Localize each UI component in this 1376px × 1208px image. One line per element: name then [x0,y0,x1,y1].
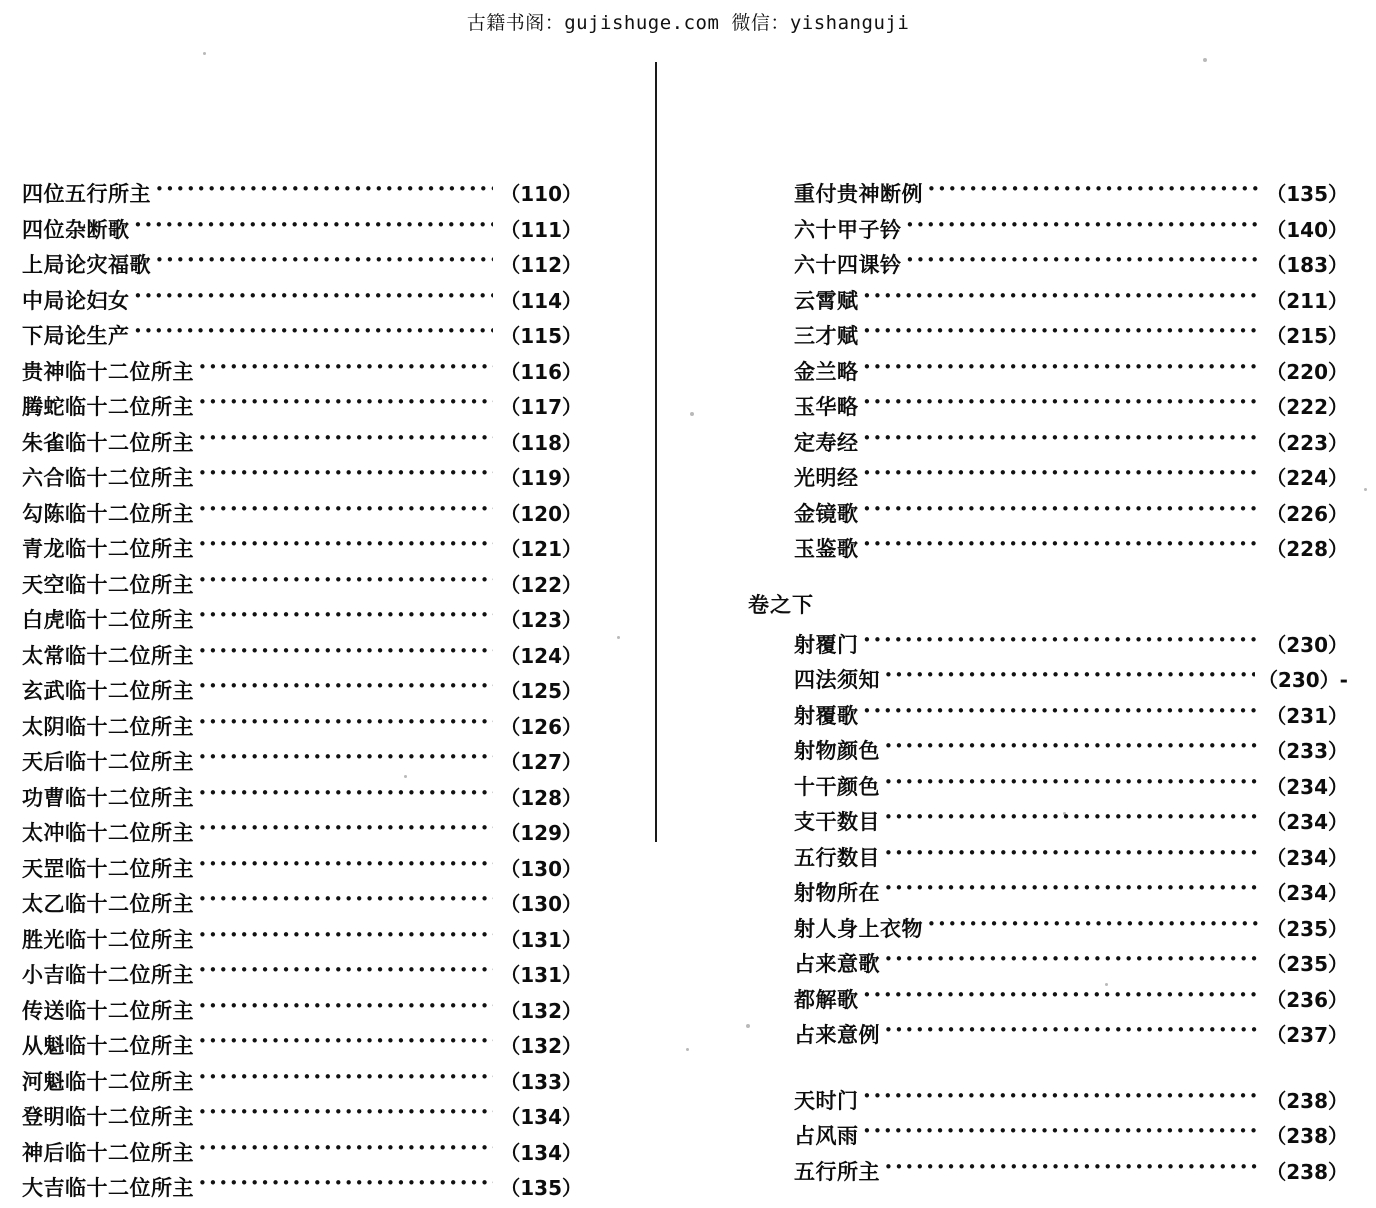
toc-entry[interactable] [794,533,1348,569]
toc-leader-dots [155,252,493,273]
toc-leader-dots [198,1139,493,1160]
toc-entry[interactable] [22,640,582,676]
toc-entry-page: （127） [500,750,582,774]
toc-leader-dots [198,607,493,628]
toc-entry[interactable] [794,948,1348,984]
toc-leader-dots [198,1033,493,1054]
toc-entry[interactable] [794,1019,1348,1055]
toc-entry[interactable] [794,178,1348,214]
toc-entry[interactable] [22,888,582,924]
toc-leader-dots [863,536,1260,557]
toc-entry-title: 射覆门 [794,632,859,657]
toc-entry[interactable] [794,320,1348,356]
toc-leader-dots [927,181,1259,202]
toc-leader-dots [198,500,493,521]
toc-entry-title: 四位杂断歌 [22,217,130,242]
toc-entry-title: 五行数目 [794,845,880,870]
toc-entry-page: （223） [1266,430,1348,455]
toc-entry-title: 占来意歌 [794,952,880,976]
toc-leader-dots [155,181,493,202]
toc-entry[interactable] [794,735,1348,771]
toc-entry[interactable] [22,249,582,285]
toc-entry-page: （130） [500,892,582,916]
toc-leader-dots [884,880,1259,901]
toc-entry-page: （116） [500,359,582,384]
toc-leader-dots [198,642,493,663]
toc-leader-dots [198,997,493,1018]
toc-entry-page: （130） [500,856,582,881]
toc-entry-page: （124） [500,643,582,668]
toc-leader-dots [198,891,493,912]
toc-entry-page: （183） [1266,253,1348,277]
toc-entry-title: 河魁临十二位所主 [22,1069,194,1094]
toc-entry-title: 从魁临十二位所主 [22,1034,194,1058]
toc-leader-dots [198,784,493,805]
toc-leader-dots [884,773,1259,794]
toc-entry-page: （134） [500,1140,582,1165]
toc-entry[interactable] [794,877,1348,913]
scan-speck [690,412,694,416]
toc-right-column [748,178,1348,1191]
toc-entry-title: 中局论妇女 [22,288,130,313]
toc-entry[interactable] [794,427,1348,463]
toc-entry[interactable] [22,782,582,818]
toc-right-top-group [748,178,1348,569]
toc-leader-dots [198,678,493,699]
toc-entry-page: （235） [1266,952,1348,976]
toc-entry-title: 四位五行所主 [22,182,151,206]
toc-entry-page: （134） [500,1105,582,1129]
toc-entry-page: （132） [500,1034,582,1058]
toc-entry-page: （234） [1266,845,1348,870]
toc-leader-dots [863,465,1260,486]
toc-leader-dots [198,1175,493,1196]
toc-entry[interactable] [22,1172,582,1208]
toc-entry-page: （111） [500,217,582,242]
toc-entry-title: 青龙临十二位所主 [22,537,194,561]
toc-entry-page: （121） [500,537,582,561]
toc-entry-page: （125） [500,679,582,703]
toc-entry-title: 重付贵神断例 [794,182,923,206]
toc-entry-title: 四法须知 [794,668,880,692]
toc-entry-title: 天时门 [794,1088,859,1113]
toc-entry-title: 登明临十二位所主 [22,1105,194,1129]
toc-leader-dots [863,394,1260,415]
toc-entry-page: （234） [1266,774,1348,799]
toc-entry-page: （235） [1266,916,1348,941]
toc-entry-page: （112） [500,253,582,277]
toc-entry-page: （129） [500,821,582,845]
toc-entry[interactable] [794,629,1348,665]
toc-leader-dots [884,1022,1259,1043]
column-divider-rule [655,62,657,842]
toc-entry[interactable] [22,320,582,356]
toc-entry-title: 光明经 [794,466,859,490]
toc-entry[interactable] [22,1101,582,1137]
toc-entry-title: 朱雀临十二位所主 [22,430,194,455]
toc-leader-dots [863,631,1260,652]
toc-entry-page: （123） [500,608,582,632]
toc-entry[interactable] [22,924,582,960]
toc-entry-page: （211） [1266,288,1348,313]
toc-entry[interactable] [794,806,1348,842]
toc-entry-page: （236） [1266,987,1348,1012]
toc-entry-title: 胜光临十二位所主 [22,927,194,952]
toc-entry-title: 六十四课钤 [794,253,902,277]
toc-entry[interactable] [794,771,1348,807]
toc-right-final-group [748,1085,1348,1192]
toc-entry-page: （117） [500,395,582,419]
toc-entry-title: 腾蛇临十二位所主 [22,395,194,419]
toc-entry[interactable] [22,1137,582,1173]
toc-entry[interactable] [794,984,1348,1020]
toc-entry-page: （220） [1266,359,1348,384]
toc-entry-title: 太常临十二位所主 [22,643,194,668]
toc-entry-title: 下局论生产 [22,324,130,348]
toc-leader-dots [198,536,493,557]
toc-entry[interactable] [22,178,582,214]
page-watermark-header: 古籍书阁：gujishuge.com 微信：yishanguji [466,12,910,34]
toc-entry-page: （230）- [1257,668,1348,692]
toc-entry[interactable] [22,569,582,605]
toc-entry[interactable] [794,285,1348,321]
toc-entry-page: （238） [1266,1088,1348,1113]
toc-entry-title: 小吉临十二位所主 [22,963,194,987]
toc-entry-page: （135） [500,1176,582,1200]
toc-entry-page: （238） [1266,1159,1348,1184]
toc-entry-page: （118） [500,430,582,455]
toc-entry[interactable] [22,604,582,640]
toc-entry[interactable] [22,1066,582,1102]
toc-leader-dots [884,667,1255,688]
toc-entry[interactable] [22,711,582,747]
toc-entry-title: 玉华略 [794,395,859,419]
toc-entry-page: （233） [1266,739,1348,763]
section-gap [748,1055,1348,1085]
toc-entry[interactable] [22,1030,582,1066]
toc-entry[interactable] [794,664,1348,700]
toc-entry[interactable] [22,533,582,569]
toc-entry-title: 太冲临十二位所主 [22,821,194,845]
toc-leader-dots [134,287,494,308]
toc-entry[interactable] [794,498,1348,534]
toc-entry-page: （126） [500,714,582,739]
toc-entry-title: 三才赋 [794,324,859,348]
toc-entry-page: （132） [500,998,582,1023]
scan-speck [1203,58,1207,62]
toc-leader-dots [198,855,493,876]
toc-entry-title: 射物颜色 [794,739,880,763]
toc-entry-page: （226） [1266,501,1348,526]
toc-entry[interactable] [794,249,1348,285]
toc-entry-title: 五行所主 [794,1159,880,1184]
toc-entry-page: （238） [1266,1124,1348,1148]
toc-leader-dots [198,820,493,841]
toc-leader-dots [884,1158,1259,1179]
toc-entry[interactable] [22,214,582,250]
toc-leader-dots [198,394,493,415]
toc-entry-page: （119） [500,466,582,490]
toc-entry-title: 玄武临十二位所主 [22,679,194,703]
toc-entry-title: 射覆歌 [794,703,859,728]
toc-leader-dots [863,287,1260,308]
toc-leader-dots [884,951,1259,972]
toc-entry-title: 占风雨 [794,1124,859,1148]
toc-entry-title: 白虎临十二位所主 [22,608,194,632]
scan-speck [203,52,206,55]
scan-speck [686,1048,689,1051]
toc-leader-dots [863,702,1260,723]
scan-speck [617,636,620,639]
toc-entry[interactable] [22,427,582,463]
toc-entry-page: （230） [1266,632,1348,657]
toc-left-column [22,178,582,1208]
toc-entry-page: （110） [500,182,582,206]
toc-entry-page: （237） [1266,1023,1348,1047]
toc-leader-dots [863,429,1260,450]
toc-entry[interactable] [794,1156,1348,1192]
toc-entry[interactable] [794,356,1348,392]
toc-entry-title: 天空临十二位所主 [22,572,194,597]
toc-entry-title: 十干颜色 [794,774,880,799]
toc-entry[interactable] [22,675,582,711]
toc-entry-title: 神后临十二位所主 [22,1140,194,1165]
toc-leader-dots [198,926,493,947]
section-heading-juan-zhi-xia: 卷之下 [748,592,814,617]
toc-entry-page: （234） [1266,881,1348,905]
toc-leader-dots [863,986,1260,1007]
toc-entry-title: 射人身上衣物 [794,916,923,941]
toc-entry-title: 六合临十二位所主 [22,466,194,490]
toc-entry-title: 太阴临十二位所主 [22,714,194,739]
toc-entry-title: 金兰略 [794,359,859,384]
toc-entry-title: 天罡临十二位所主 [22,856,194,881]
toc-leader-dots [863,323,1260,344]
toc-entry-title: 贵神临十二位所主 [22,359,194,384]
toc-entry-title: 金镜歌 [794,501,859,526]
scan-speck [1364,488,1367,491]
toc-leader-dots [863,358,1260,379]
toc-entry-title: 大吉临十二位所主 [22,1176,194,1200]
toc-right-section-group [748,629,1348,1055]
toc-entry-page: （140） [1266,217,1348,242]
toc-leader-dots [863,1087,1260,1108]
toc-entry[interactable] [22,959,582,995]
toc-entry-title: 云霄赋 [794,288,859,313]
toc-entry-title: 支干数目 [794,810,880,834]
toc-entry-title: 传送临十二位所主 [22,998,194,1023]
toc-entry[interactable] [794,700,1348,736]
toc-leader-dots [198,358,493,379]
toc-entry[interactable] [22,391,582,427]
toc-entry-page: （224） [1266,466,1348,490]
toc-entry-page: （115） [500,324,582,348]
toc-entry-page: （215） [1266,324,1348,348]
toc-leader-dots [198,465,493,486]
toc-leader-dots [906,216,1260,237]
toc-entry-title: 定寿经 [794,430,859,455]
toc-leader-dots [198,1104,493,1125]
toc-leader-dots [884,738,1259,759]
toc-entry[interactable] [794,913,1348,949]
toc-leader-dots [198,1068,493,1089]
toc-entry[interactable] [794,214,1348,250]
toc-entry-page: （120） [500,501,582,526]
toc-entry-title: 勾陈临十二位所主 [22,501,194,526]
toc-entry-title: 射物所在 [794,881,880,905]
toc-entry-title: 天后临十二位所主 [22,750,194,774]
toc-leader-dots [198,571,493,592]
toc-leader-dots [198,713,493,734]
toc-entry[interactable] [22,995,582,1031]
toc-entry-title: 太乙临十二位所主 [22,892,194,916]
toc-entry-page: （131） [500,927,582,952]
toc-entry[interactable] [794,1120,1348,1156]
toc-entry[interactable] [22,285,582,321]
toc-entry[interactable] [22,817,582,853]
toc-entry-page: （234） [1266,810,1348,834]
toc-entry[interactable] [794,842,1348,878]
toc-leader-dots [863,1123,1260,1144]
toc-entry-page: （135） [1266,182,1348,206]
toc-entry-page: （231） [1266,703,1348,728]
toc-entry-page: （114） [500,288,582,313]
toc-leader-dots [198,749,493,770]
toc-entry[interactable] [22,746,582,782]
toc-entry-page: （228） [1266,537,1348,561]
section-gap [748,569,1348,583]
toc-entry-title: 功曹临十二位所主 [22,785,194,810]
toc-entry-page: （128） [500,785,582,810]
toc-leader-dots [134,216,494,237]
toc-entry[interactable] [794,1085,1348,1121]
toc-entry-title: 占来意例 [794,1023,880,1047]
toc-entry-page: （131） [500,963,582,987]
toc-entry[interactable] [22,853,582,889]
toc-entry[interactable] [22,498,582,534]
toc-leader-dots [927,915,1259,936]
toc-entry[interactable] [794,462,1348,498]
toc-entry-title: 上局论灾福歌 [22,253,151,277]
toc-entry-title: 都解歌 [794,987,859,1012]
toc-entry-page: （122） [500,572,582,597]
toc-entry-page: （222） [1266,395,1348,419]
toc-leader-dots [863,500,1260,521]
toc-leader-dots [906,252,1260,273]
toc-entry[interactable] [22,462,582,498]
toc-leader-dots [134,323,494,344]
toc-entry[interactable] [22,356,582,392]
toc-entry[interactable] [794,391,1348,427]
toc-entry-title: 玉鉴歌 [794,537,859,561]
toc-leader-dots [884,809,1259,830]
toc-entry-title: 六十甲子钤 [794,217,902,242]
toc-leader-dots [198,429,493,450]
toc-leader-dots [198,962,493,983]
toc-entry-page: （133） [500,1069,582,1094]
toc-leader-dots [884,844,1259,865]
